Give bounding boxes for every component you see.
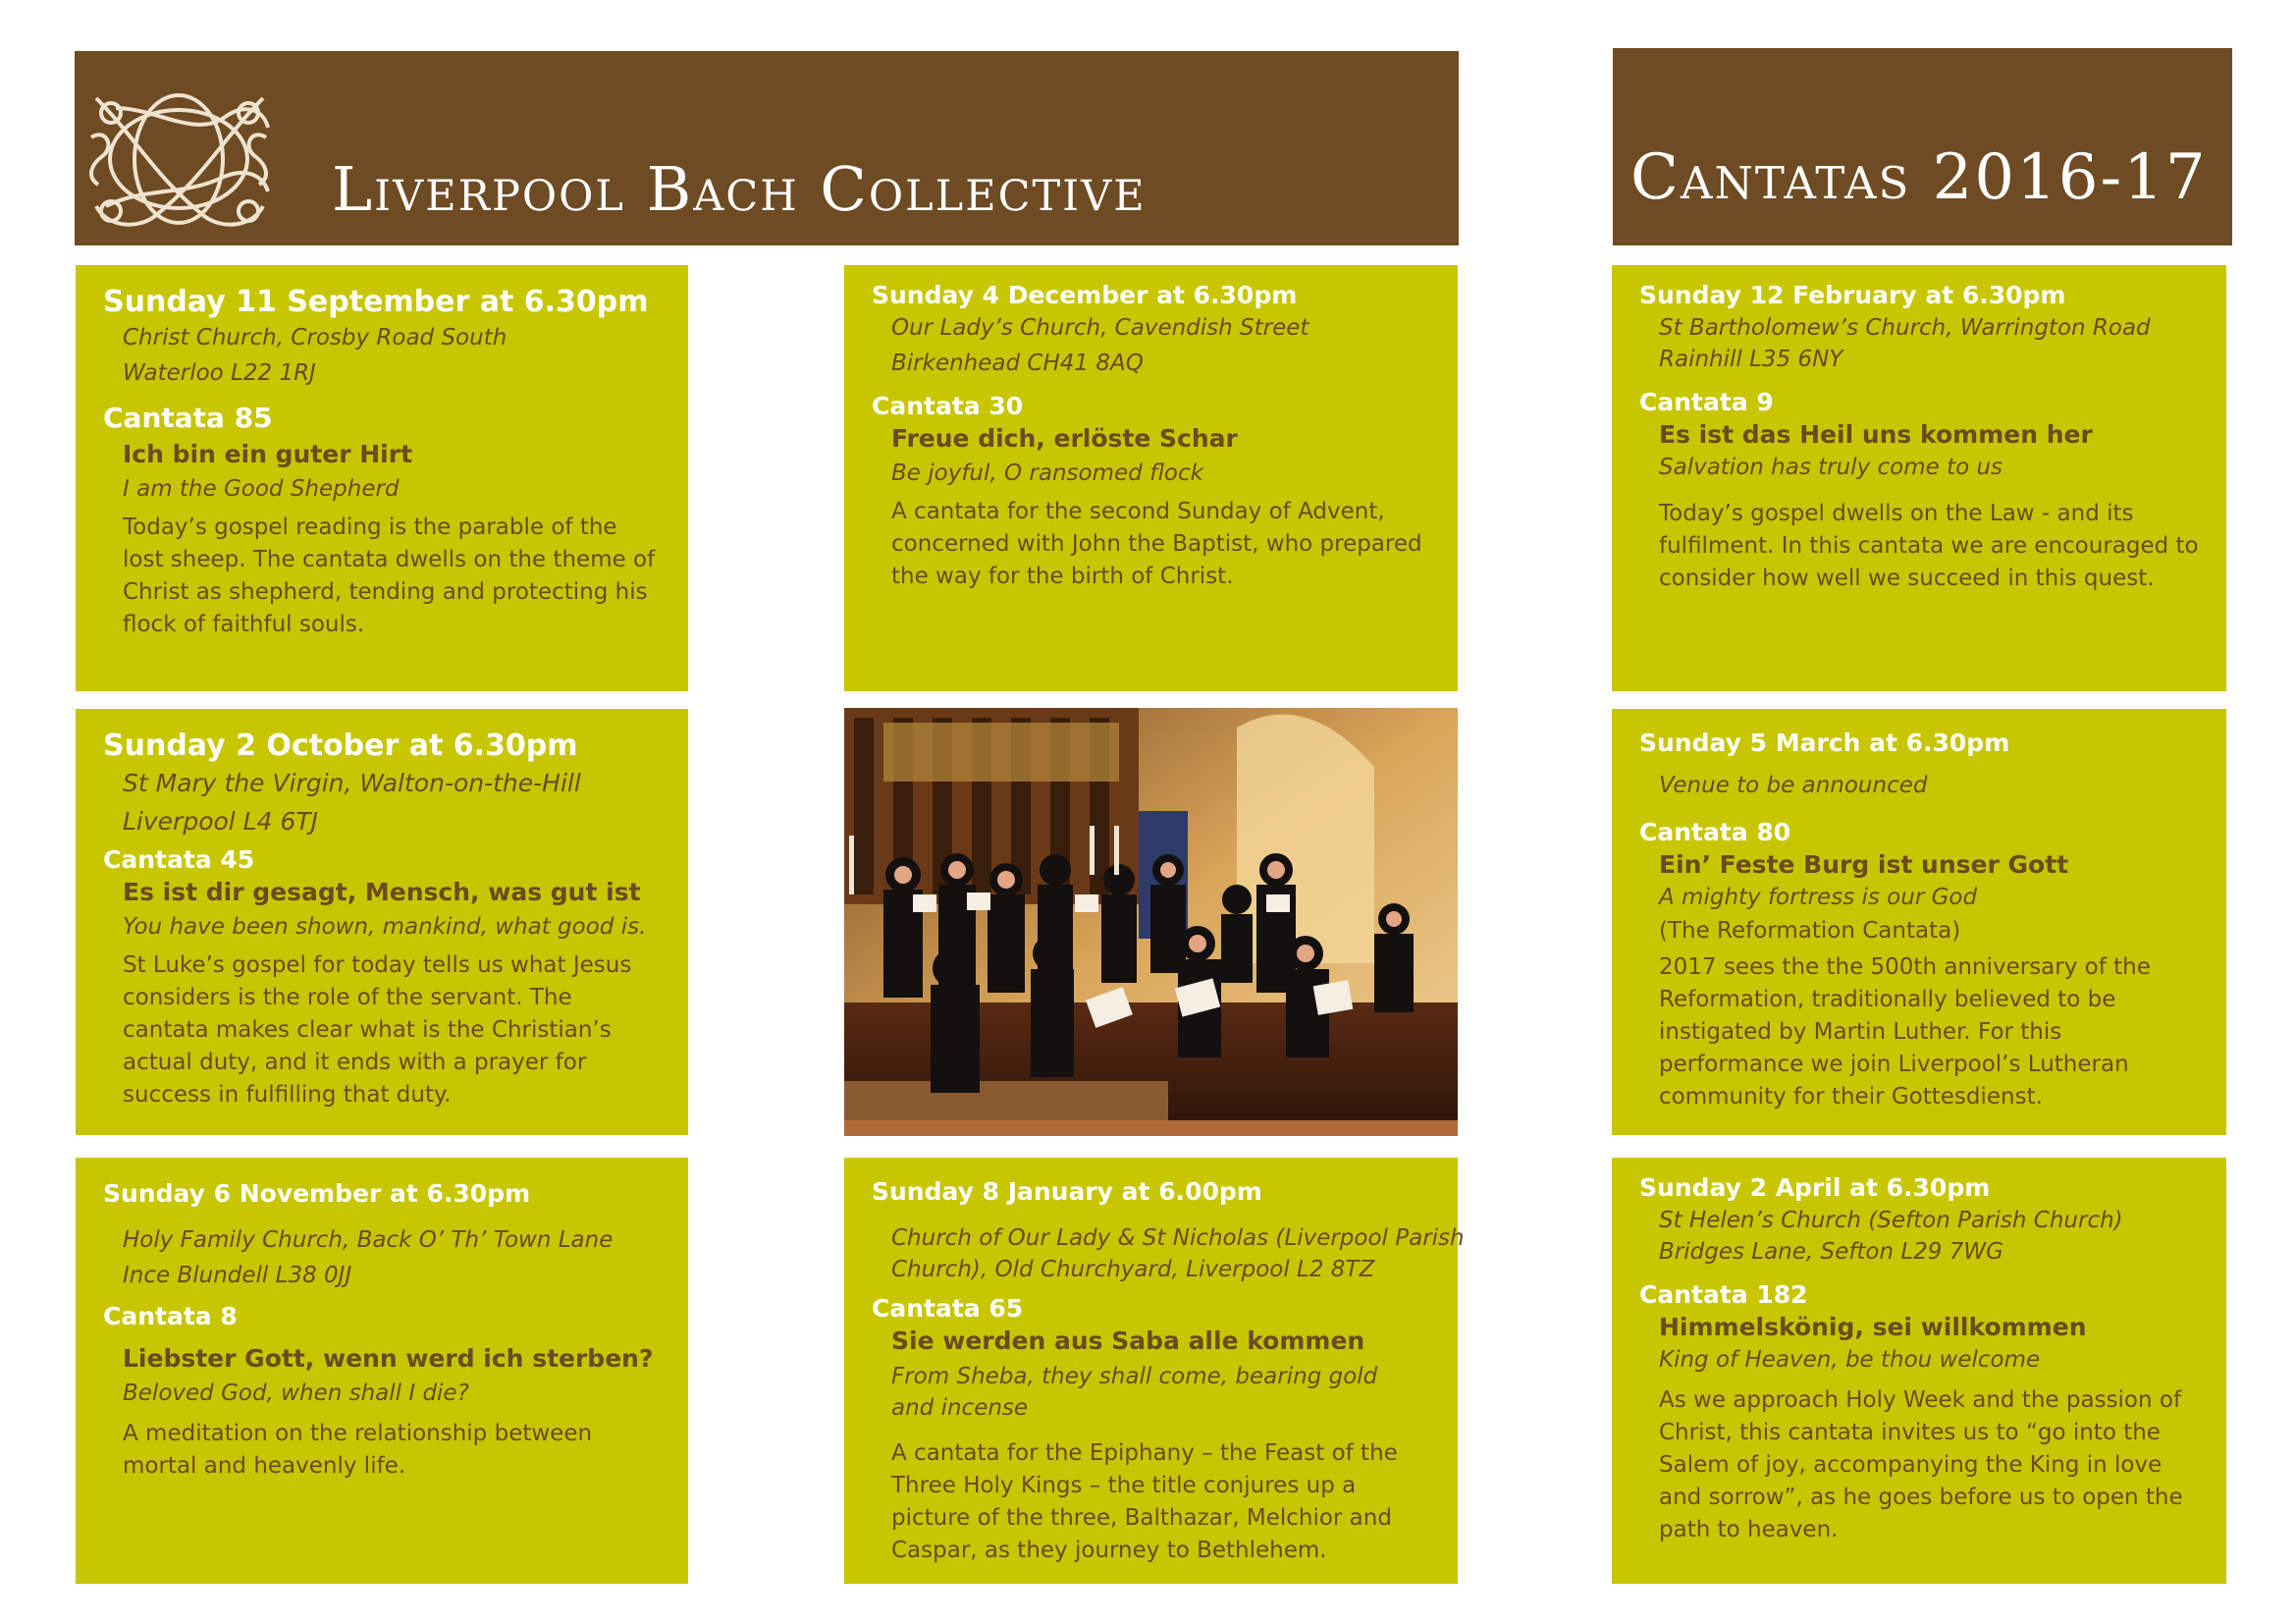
cantata-translation: Beloved God, when shall I die?: [123, 1380, 469, 1406]
concert-date: Sunday 4 December at 6.30pm: [872, 281, 1298, 309]
venue-line: Rainhill L35 6NY: [1659, 347, 1843, 372]
concert-panel-february: [1612, 265, 2226, 691]
cantata-title: Ein’ Feste Burg ist unser Gott: [1659, 850, 2069, 879]
cantata-subtitle: (The Reformation Cantata): [1659, 918, 1961, 944]
venue-line: Church), Old Churchyard, Liverpool L2 8TZ: [891, 1257, 1375, 1282]
venue-line: Ince Blundell L38 0JJ: [123, 1263, 352, 1288]
concert-panel-september: [76, 265, 688, 691]
performance-photo: [844, 708, 1458, 1136]
cantata-title: Es ist das Heil uns kommen her: [1659, 420, 2093, 449]
concert-description: A cantata for the Epiphany – the Feast of the Three Holy Kings – the title conjures up a picture of the three, Balthazar, Melchior and Caspar, as they journey to Bethlehem.: [891, 1440, 1398, 1563]
cantata-number: Cantata 8: [103, 1302, 238, 1330]
concert-date: Sunday 5 March at 6.30pm: [1639, 729, 2010, 757]
concert-panel-december: [844, 265, 1458, 691]
concert-description: As we approach Holy Week and the passion of Christ, this cantata invites us to “go into the Salem of joy, accompanying the King in love and sorrow”, as he goes before us to open the path to heaven.: [1659, 1387, 2183, 1543]
concert-date: Sunday 12 February at 6.30pm: [1639, 281, 2066, 309]
cantata-title: Freue dich, erlöste Schar: [891, 424, 1238, 453]
venue-line: Birkenhead CH41 8AQ: [891, 351, 1144, 376]
venue-line: Holy Family Church, Back O’ Th’ Town Lane: [123, 1227, 614, 1253]
venue-line: Waterloo L22 1RJ: [123, 360, 316, 386]
cantata-translation: King of Heaven, be thou welcome: [1659, 1347, 2041, 1373]
concert-panel-march: [1612, 709, 2226, 1135]
cantata-title: Liebster Gott, wenn werd ich sterben?: [123, 1344, 654, 1373]
venue-line: Venue to be announced: [1659, 773, 1928, 798]
concert-description: A cantata for the second Sunday of Advent, concerned with John the Baptist, who prepared the way for the birth of Christ.: [891, 499, 1422, 589]
cantata-translation: I am the Good Shepherd: [123, 476, 400, 502]
cantata-number: Cantata 30: [872, 392, 1024, 420]
cantata-number: Cantata 80: [1639, 818, 1791, 846]
concert-date: Sunday 6 November at 6.30pm: [103, 1179, 531, 1208]
venue-line: Liverpool L4 6TJ: [123, 807, 319, 836]
concert-panel-january: [844, 1158, 1465, 1584]
season-title: Cantatas 2016-17: [1630, 141, 2208, 214]
venue-line: Our Lady’s Church, Cavendish Street: [891, 315, 1309, 341]
concert-panel-november: [76, 1158, 688, 1584]
venue-line: Church of Our Lady & St Nicholas (Liverpool Parish: [891, 1225, 1465, 1251]
choir-orchestra-image: [844, 708, 1458, 1136]
cantata-title: Himmelskönig, sei willkommen: [1659, 1313, 2087, 1341]
venue-line: St Helen’s Church (Sefton Parish Church): [1659, 1208, 2123, 1233]
org-name: Liverpool Bach Collective: [332, 153, 1147, 225]
cantata-number: Cantata 182: [1639, 1280, 1808, 1309]
cantata-translation: You have been shown, mankind, what good is.: [123, 914, 647, 940]
venue-line: St Mary the Virgin, Walton-on-the-Hill: [123, 769, 581, 797]
season-banner: [1613, 48, 2232, 245]
concert-panel-october: [76, 709, 688, 1135]
concert-panel-april: [1612, 1158, 2226, 1584]
cantata-number: Cantata 85: [103, 402, 273, 434]
venue-line: Bridges Lane, Sefton L29 7WG: [1659, 1239, 2003, 1265]
header-banner: [75, 51, 1459, 245]
ornamental-monogram-icon: [77, 79, 281, 239]
cantata-title: Sie werden aus Saba alle kommen: [891, 1326, 1365, 1355]
venue-line: St Bartholomew’s Church, Warrington Road: [1659, 315, 2151, 341]
concert-date: Sunday 8 January at 6.00pm: [872, 1177, 1262, 1206]
cantata-title: Ich bin ein guter Hirt: [123, 440, 413, 468]
concert-description: Today’s gospel dwells on the Law - and its fulfilment. In this cantata we are encouraged to consider how well we succeed in this quest.: [1659, 501, 2199, 591]
cantata-title: Es ist dir gesagt, Mensch, was gut ist: [123, 878, 641, 906]
concert-date: Sunday 2 October at 6.30pm: [103, 729, 578, 763]
venue-line: Christ Church, Crosby Road South: [123, 325, 507, 351]
cantata-translation: Salvation has truly come to us: [1659, 455, 2003, 480]
concert-description: Today’s gospel reading is the parable of the lost sheep. The cantata dwells on the theme of Christ as shepherd, tending and protecting his flock of faithful souls.: [123, 514, 656, 637]
concert-description: St Luke’s gospel for today tells us what Jesus considers is the role of the servant. The cantata makes clear what is the Christian’s actual duty, and it ends with a prayer for success in fulfilling that duty.: [123, 952, 632, 1108]
concert-description: 2017 sees the the 500th anniversary of the Reformation, traditionally believed to be instigated by Martin Luther. For this performance we join Liverpool’s Lutheran community for their Gottesdienst.: [1659, 954, 2151, 1110]
cantata-translation: Be joyful, O ransomed flock: [891, 460, 1203, 486]
cantata-number: Cantata 65: [872, 1294, 1024, 1323]
cantata-translation: A mighty fortress is our God: [1659, 885, 1978, 910]
cantata-translation: From Sheba, they shall come, bearing gold and incense: [891, 1364, 1378, 1421]
cantata-number: Cantata 45: [103, 845, 255, 874]
concert-date: Sunday 11 September at 6.30pm: [103, 285, 649, 319]
concert-description: A meditation on the relationship between mortal and heavenly life.: [123, 1421, 593, 1479]
concert-date: Sunday 2 April at 6.30pm: [1639, 1173, 1991, 1202]
cantata-number: Cantata 9: [1639, 388, 1774, 416]
